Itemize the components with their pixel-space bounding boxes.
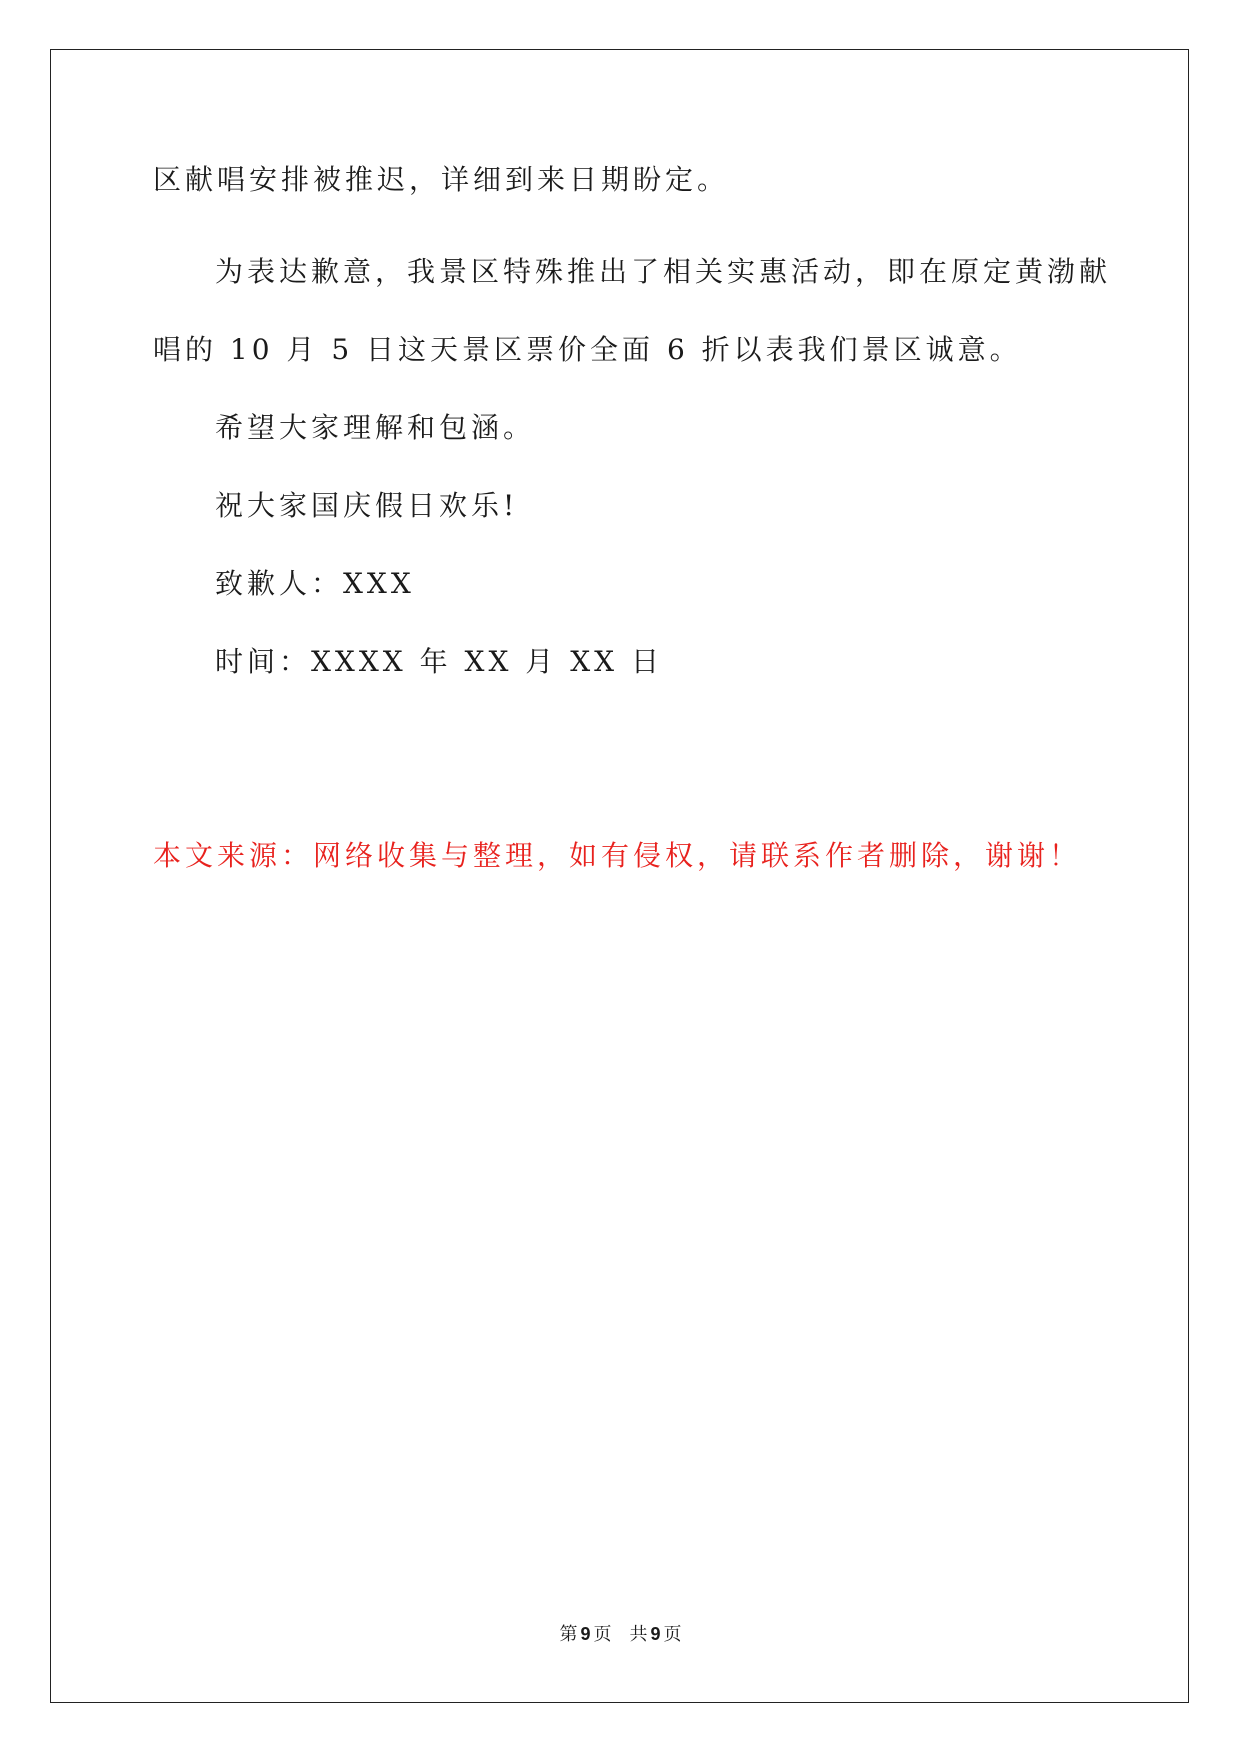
footer-page-suffix: 页 bbox=[593, 1624, 612, 1645]
paragraph-apology-offer-cont: 唱的 10 月 5 日这天景区票价全面 6 折以表我们景区诚意。 bbox=[153, 333, 1022, 366]
paragraph-apology-offer: 为表达歉意，我景区特殊推出了相关实惠活动，即在原定黄渤献 bbox=[215, 255, 1112, 288]
footer-total-prefix: 共 bbox=[629, 1624, 648, 1645]
paragraph-greeting: 祝大家国庆假日欢乐! bbox=[215, 489, 519, 522]
paragraph-understanding: 希望大家理解和包涵。 bbox=[215, 411, 536, 444]
signature-apologizer: 致歉人：XXX bbox=[215, 567, 415, 600]
signature-date: 时间：XXXX 年 XX 月 XX 日 bbox=[215, 645, 663, 678]
paragraph-continuation: 区献唱安排被推迟，详细到来日期盼定。 bbox=[153, 163, 730, 196]
page-border bbox=[50, 49, 1189, 1703]
page-footer bbox=[0, 1620, 1241, 1646]
footer-page-total: 9 bbox=[650, 1624, 661, 1644]
footer-page-prefix: 第 bbox=[559, 1624, 578, 1645]
footer-total-suffix: 页 bbox=[663, 1624, 682, 1645]
source-disclaimer: 本文来源：网络收集与整理，如有侵权，请联系作者删除，谢谢！ bbox=[153, 839, 1082, 872]
footer-page-current: 9 bbox=[580, 1624, 591, 1644]
